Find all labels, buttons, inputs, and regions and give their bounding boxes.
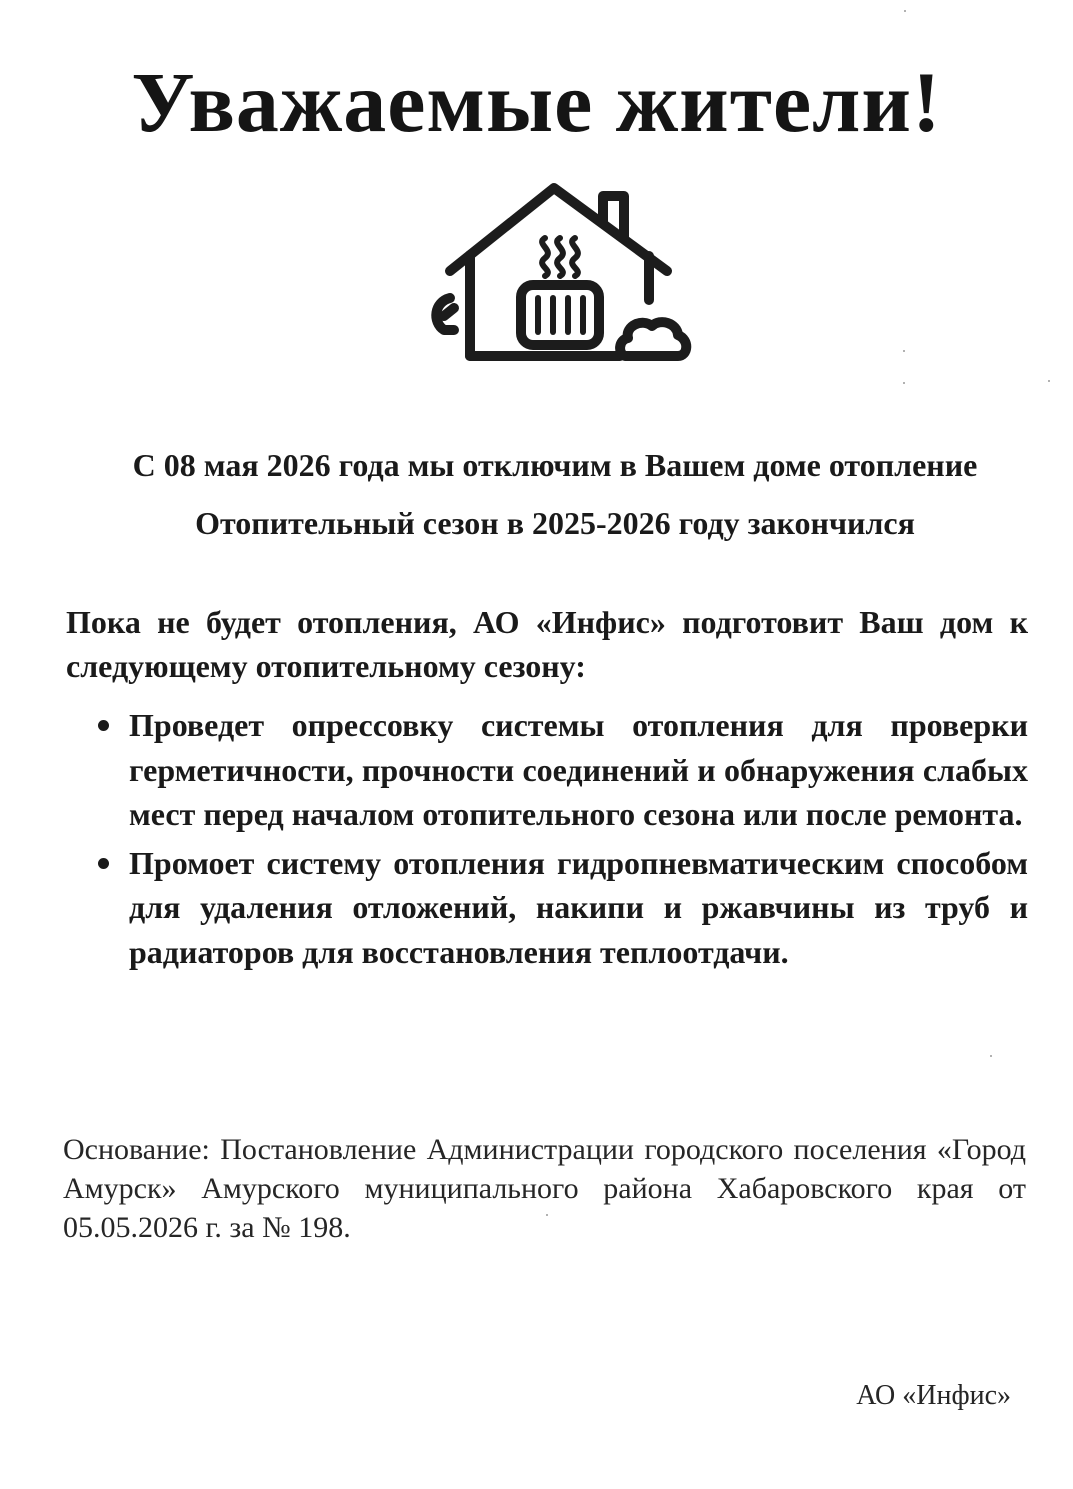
maintenance-task-list	[94, 703, 1028, 978]
task-flushing: Промоет систему отопления гидропневматическим способом для удаления отложений, накипи и ржавчины из труб и радиаторов для восстановления теплоотдачи.	[129, 844, 1028, 970]
list-item	[94, 841, 1028, 975]
scan-speck	[903, 382, 905, 384]
list-item	[94, 703, 1028, 837]
bullet-icon	[98, 720, 109, 731]
legal-basis: Основание: Постановление Администрации городского поселения «Город Амурск» Амурского муниципального района Хабаровского края от 05.05.2026 г. за № 198.	[63, 1133, 1026, 1244]
scan-speck	[990, 1055, 992, 1057]
notice-title: Уважаемые жители!	[131, 54, 942, 150]
house-heating-icon	[420, 178, 692, 378]
scan-speck	[904, 10, 906, 12]
season-ended-announcement: Отопительный сезон в 2025-2026 году закончился	[195, 505, 915, 541]
signature: АО «Инфис»	[856, 1380, 1011, 1411]
scan-speck	[903, 350, 905, 352]
task-pressure-test: Проведет опрессовку системы отопления для проверки герметичности, прочности соединений и обнаружения слабых мест перед началом отопительного сезона или после ремонта.	[129, 707, 1028, 832]
preparation-intro: Пока не будет отопления, АО «Инфис» подготовит Ваш дом к следующему отопительному сезону:	[66, 604, 1028, 684]
scan-speck	[1048, 380, 1050, 382]
heating-off-announcement: С 08 мая 2026 года мы отключим в Вашем доме отопление	[132, 447, 978, 483]
bullet-icon	[98, 858, 109, 869]
scan-speck	[546, 1214, 548, 1216]
